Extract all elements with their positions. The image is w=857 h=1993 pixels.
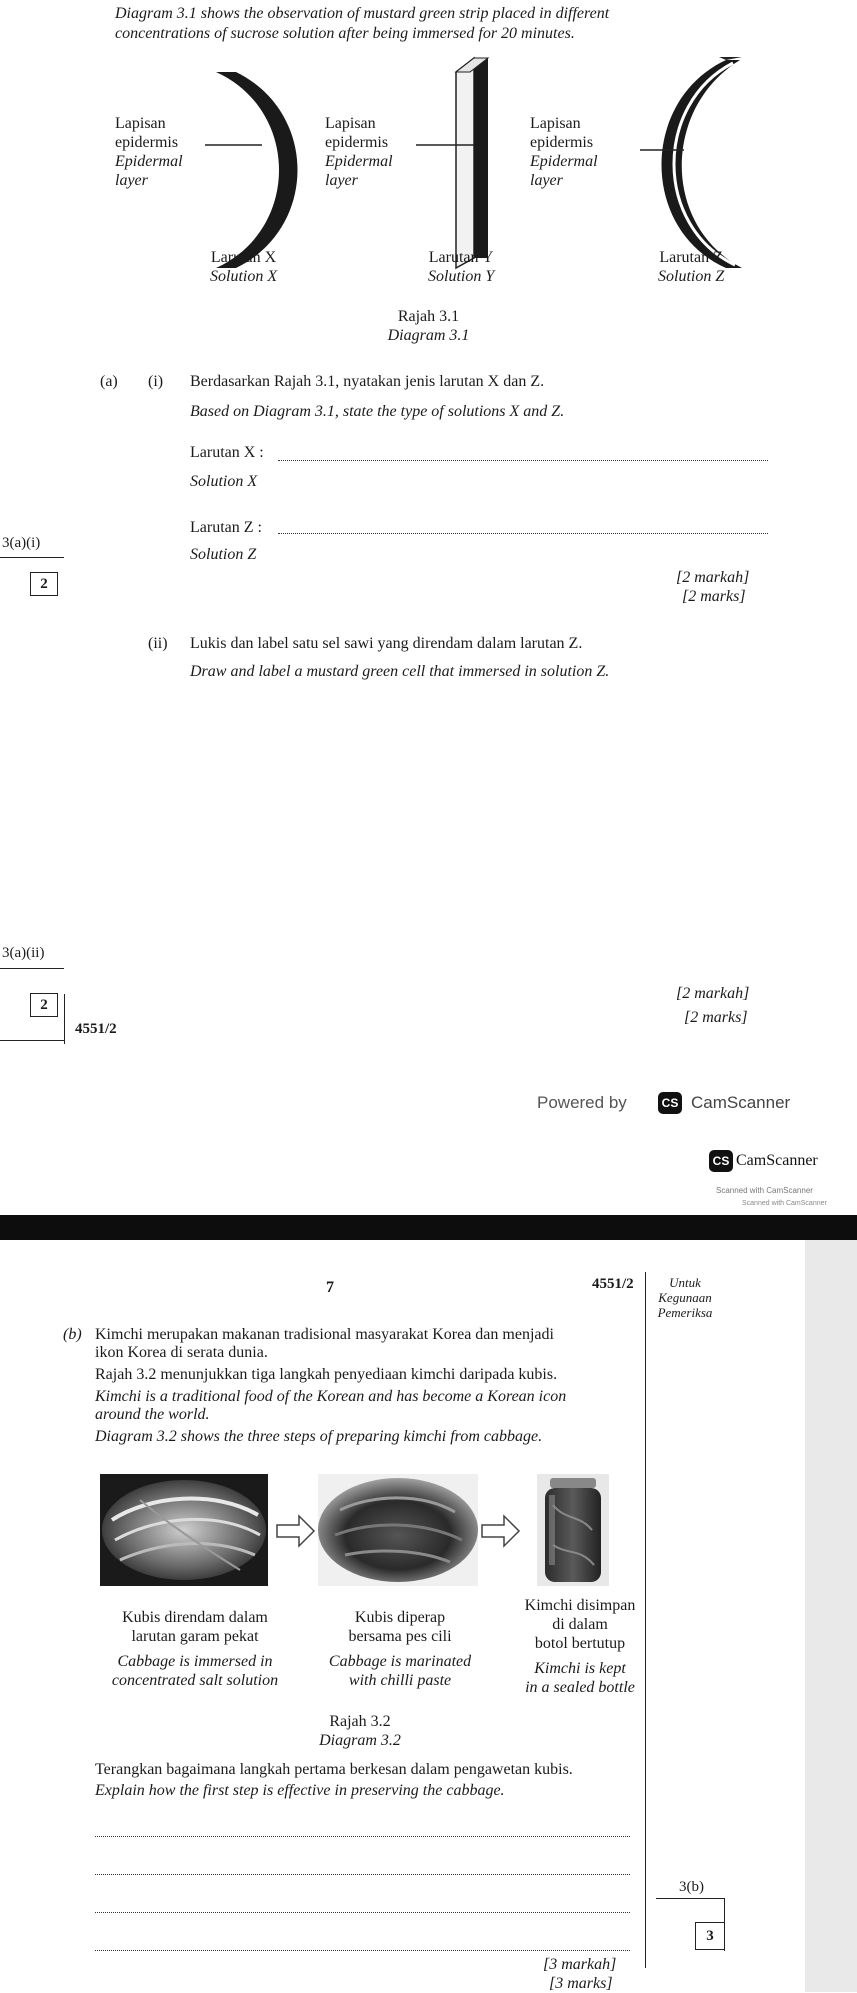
paper-code-1: 4551/2 (75, 1021, 117, 1037)
label-ms2: epidermis (530, 134, 594, 151)
answer-z-en: Solution Z (190, 546, 257, 563)
label-ms: Lapisan (115, 115, 166, 132)
label-ms: Lapisan (325, 115, 376, 132)
caption-en: Diagram 3.2 (319, 1732, 401, 1749)
qa-ii-ms: Lukis dan label satu sel sawi yang direndam dalam larutan Z. (190, 635, 583, 652)
sol-ms: Larutan Z (659, 249, 723, 266)
qa-i-num: (i) (148, 373, 164, 390)
page-number: 7 (326, 1279, 334, 1296)
step-en2: in a sealed bottle (525, 1679, 635, 1696)
step-en1: Cabbage is marinated (328, 1653, 472, 1670)
step-ms2: di dalam (552, 1616, 608, 1633)
camscanner-brand-small: CamScanner (736, 1152, 818, 1169)
label-en: Epidermal (530, 153, 598, 170)
step-ms1: Kimchi disimpan (524, 1597, 636, 1614)
label-ms2: epidermis (115, 134, 179, 151)
photo-kimchi-jar (537, 1474, 609, 1586)
arrow-right-icon (277, 1516, 314, 1546)
kegunaan: Kegunaan (658, 1290, 712, 1305)
sol-en: Solution Z (658, 268, 725, 285)
marks-ms: [3 markah] (543, 1956, 617, 1973)
intro-line-1: Diagram 3.1 shows the observation of mustard green strip placed in different (115, 5, 610, 22)
caption-ms: Rajah 3.2 (329, 1713, 391, 1730)
photo-cabbage-chilli (318, 1474, 478, 1586)
qa-i-en: Based on Diagram 3.1, state the type of solutions X and Z. (190, 403, 565, 420)
untuk: Untuk (669, 1275, 701, 1290)
step-ms1: Kubis diperap (354, 1609, 446, 1626)
step-ms2: larutan garam pekat (131, 1628, 259, 1645)
caption-ms: Rajah 3.1 (397, 308, 460, 325)
qa-i-ms: Berdasarkan Rajah 3.1, nyatakan jenis larutan X dan Z. (190, 373, 545, 390)
side-label-b: 3(b) (679, 1879, 704, 1895)
intro-line-2: concentrations of sucrose solution after being immersed for 20 minutes. (115, 25, 575, 42)
qa-label: (a) (100, 373, 118, 390)
qa-ii-num: (ii) (148, 635, 168, 652)
step-en1: Cabbage is immersed in (117, 1653, 273, 1670)
sol-en: Solution X (210, 268, 278, 285)
photo-cabbage-salt (100, 1474, 268, 1586)
step-ms3: botol bertutup (534, 1635, 626, 1652)
sol-ms: Larutan Y (428, 249, 494, 266)
marks-ms: [2 markah] (676, 569, 750, 586)
qb-en-2: around the world. (95, 1406, 210, 1423)
caption-3-2 (290, 1712, 430, 1750)
step-en1: Kimchi is kept (534, 1660, 626, 1677)
step-en2: with chilli paste (348, 1672, 452, 1689)
qb-label: (b) (63, 1326, 82, 1343)
qb-ms-3: Rajah 3.2 menunjukkan tiga langkah penyediaan kimchi daripada kubis. (95, 1366, 558, 1383)
step-ms2: bersama pes cili (348, 1628, 452, 1645)
label-en2: layer (530, 172, 563, 189)
marks-en: [2 marks] (684, 1009, 748, 1026)
camscanner-brand: CamScanner (691, 1093, 791, 1112)
camscanner-logo-icon-small: CS (709, 1150, 733, 1172)
answer-line-1[interactable] (95, 1836, 630, 1837)
label-en: Epidermal (115, 153, 183, 170)
caption-en: Diagram 3.1 (387, 327, 470, 344)
sol-en: Solution Y (428, 268, 495, 285)
marks-ms: [2 markah] (676, 985, 750, 1002)
qb-question-en: Explain how the first step is effective in preserving the cabbage. (95, 1782, 505, 1799)
camscanner-logo-icon: CS (658, 1092, 682, 1114)
score-max: 3 (706, 1928, 714, 1944)
qb-en-1: Kimchi is a traditional food of the Korean and has become a Korean icon (95, 1388, 567, 1405)
marks-3-ms (543, 1955, 616, 1974)
scanned-with-tiny: Scanned with CamScanner (742, 1200, 827, 1207)
side-label-a-i: 3(a)(i) (2, 535, 41, 551)
qb-en-3: Diagram 3.2 shows the three steps of preparing kimchi from cabbage. (95, 1428, 543, 1445)
paper-code-2: 4551/2 (592, 1276, 634, 1292)
label-ms2: epidermis (325, 134, 389, 151)
answer-z-ms: Larutan Z : (190, 519, 262, 536)
answer-x-en: Solution X (190, 473, 258, 490)
sol-ms: Larutan X (210, 249, 277, 266)
label-ms: Lapisan (530, 115, 581, 132)
qb-ms-2: ikon Korea di serata dunia. (95, 1344, 268, 1361)
marks-en: [2 marks] (682, 588, 746, 605)
pemeriksa: Pemeriksa (657, 1305, 713, 1320)
marks-3-en (549, 1974, 613, 1993)
score-max: 2 (40, 576, 48, 592)
arrow-right-icon (482, 1516, 519, 1546)
score-box-b[interactable] (695, 1922, 725, 1950)
answer-line-4[interactable] (95, 1950, 630, 1951)
step-3-caption (505, 1596, 655, 1697)
scanned-with: Scanned with CamScanner (716, 1186, 813, 1195)
marks-en: [3 marks] (549, 1975, 613, 1992)
step-2-caption (300, 1608, 500, 1690)
score-max: 2 (40, 997, 48, 1013)
step-en2: concentrated salt solution (111, 1672, 279, 1689)
step-1-caption (95, 1608, 295, 1690)
qa-ii-en: Draw and label a mustard green cell that immersed in solution Z. (190, 663, 610, 680)
answer-line-2[interactable] (95, 1874, 630, 1875)
answer-line-3[interactable] (95, 1912, 630, 1913)
qb-ms-1: Kimchi merupakan makanan tradisional masyarakat Korea dan menjadi (95, 1326, 554, 1343)
qb-question-ms: Terangkan bagaimana langkah pertama berkesan dalam pengawetan kubis. (95, 1761, 573, 1778)
answer-x-ms: Larutan X : (190, 444, 264, 461)
label-en2: layer (115, 172, 148, 189)
step-ms1: Kubis direndam dalam (122, 1609, 268, 1626)
side-label-a-ii: 3(a)(ii) (2, 945, 45, 961)
label-en2: layer (325, 172, 358, 189)
powered-by: Powered by (537, 1093, 627, 1112)
label-en: Epidermal (325, 153, 393, 170)
